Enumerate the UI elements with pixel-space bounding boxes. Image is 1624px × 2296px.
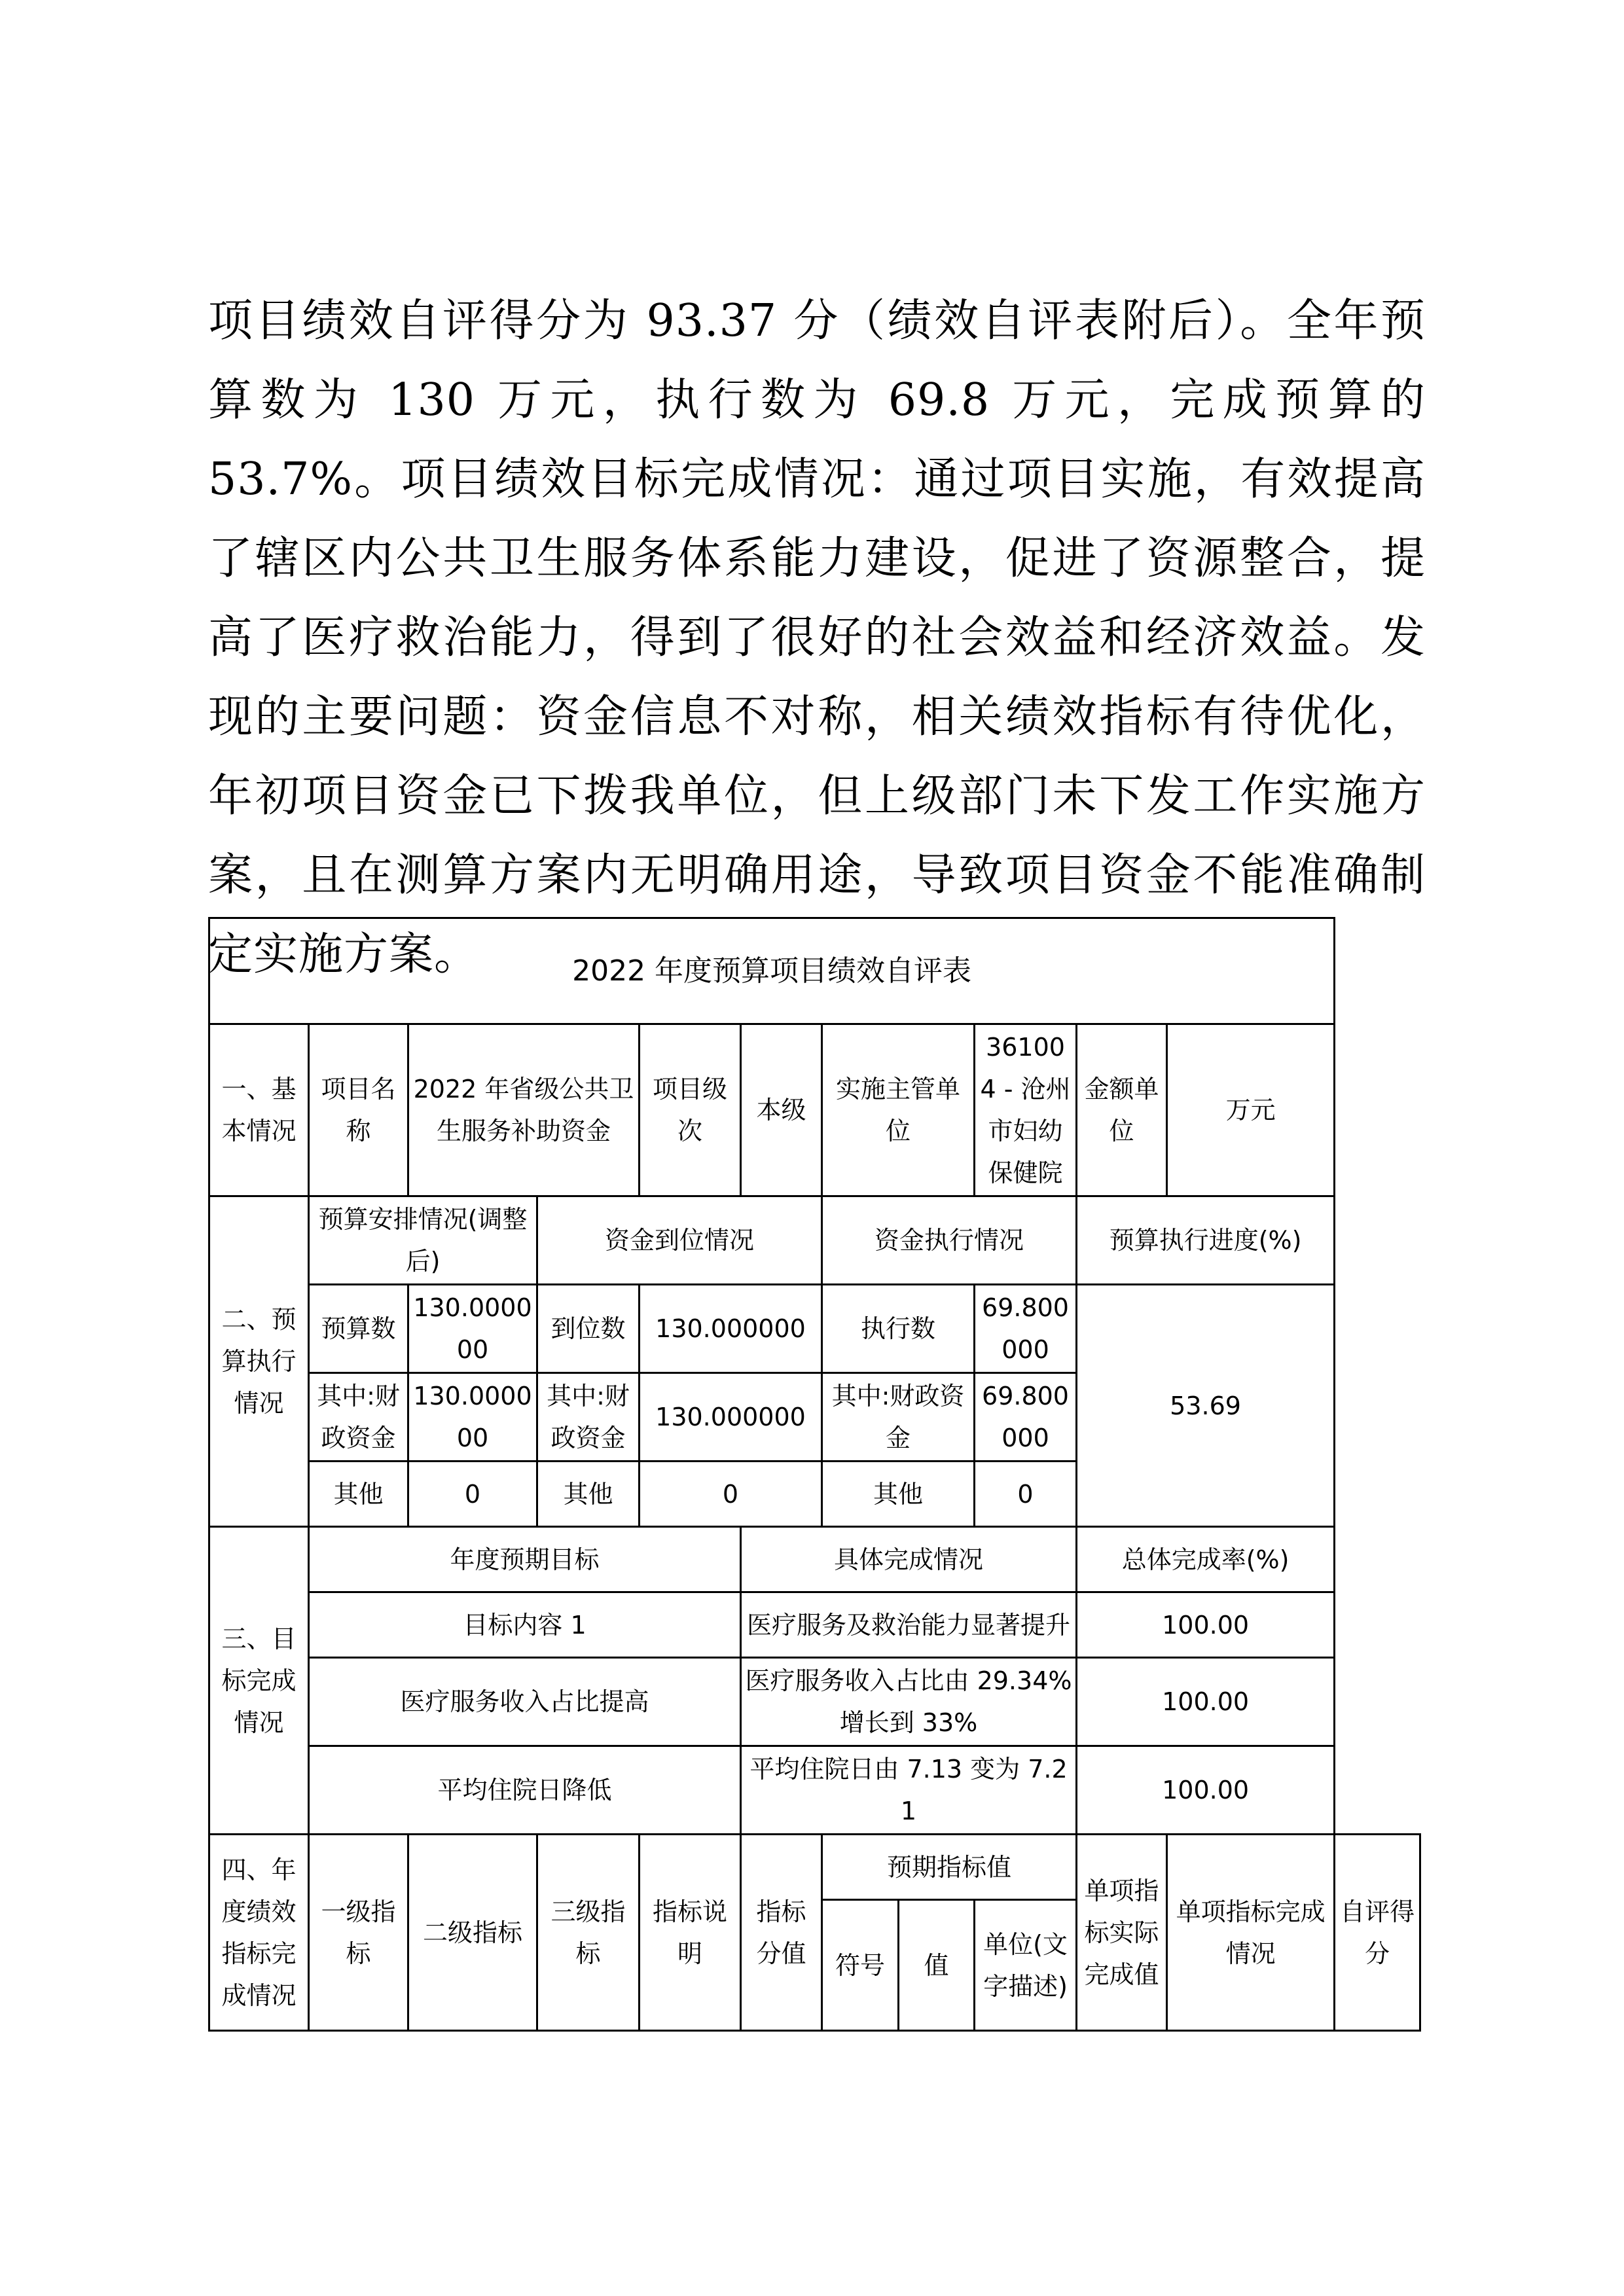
arrival-other-label: 其他 bbox=[537, 1462, 640, 1527]
arrival-other-value: 0 bbox=[640, 1462, 822, 1527]
intro-paragraph: 项目绩效自评得分为 93.37 分（绩效自评表附后）。全年预算数为 130 万元，执行数为 69.8 万元，完成预算的 53.7%。项目绩效目标完成情况：通过项目实施，有效提高了辖区内公共卫生服务体系能力建设，促进了资源整合，提高了医疗救治能力，得到了很好的社会效益和经济效益。发现的主要问题：资金信息不对称，相关绩效指标有待优化，年初项目资金已下拨我单位，但上级部门未下发工作实施方案，且在测算方案内无明确用途，导致项目资金不能准确制定实施方案。 bbox=[208, 295, 1426, 980]
dept-label: 实施主管单位 bbox=[822, 1024, 975, 1196]
overall-rate-header: 总体完成率(%) bbox=[1077, 1527, 1335, 1592]
project-level-label: 项目级次 bbox=[640, 1024, 741, 1196]
budget-progress-value: 53.69 bbox=[1077, 1285, 1335, 1527]
budget-fiscal-label: 其中:财政资金 bbox=[309, 1373, 408, 1462]
section-basic-label: 一、基本情况 bbox=[209, 1024, 309, 1196]
execution-other-label: 其他 bbox=[822, 1462, 975, 1527]
level3-indicator-header: 三级指标 bbox=[537, 1835, 640, 2031]
actual-value-header: 单项指标实际完成值 bbox=[1077, 1835, 1167, 2031]
indicator-status-header: 单项指标完成情况 bbox=[1167, 1835, 1335, 2031]
completion-detail-header: 具体完成情况 bbox=[741, 1527, 1077, 1592]
completion-rate: 100.00 bbox=[1077, 1658, 1335, 1746]
value-header: 值 bbox=[899, 1900, 975, 2031]
execution-fiscal-value: 69.800000 bbox=[975, 1373, 1077, 1462]
arrival-fiscal-label: 其中:财政资金 bbox=[537, 1373, 640, 1462]
project-name-value: 2022 年省级公共卫生服务补助资金 bbox=[408, 1024, 640, 1196]
budget-arrangement-header: 预算安排情况(调整后) bbox=[309, 1196, 537, 1285]
budget-amount-label: 预算数 bbox=[309, 1285, 408, 1373]
symbol-header: 符号 bbox=[822, 1900, 899, 2031]
completion-detail: 医疗服务收入占比由 29.34%增长到 33% bbox=[741, 1658, 1077, 1746]
dept-value: 361004 - 沧州市妇幼保健院 bbox=[975, 1024, 1077, 1196]
performance-evaluation-table bbox=[208, 917, 1421, 2032]
budget-fiscal-value: 130.000000 bbox=[408, 1373, 537, 1462]
level1-indicator-header: 一级指标 bbox=[309, 1835, 408, 2031]
arrival-fiscal-value: 130.000000 bbox=[640, 1373, 822, 1462]
execution-fiscal-label: 其中:财政资金 bbox=[822, 1373, 975, 1462]
section-indicators-label: 四、年度绩效指标完成情况 bbox=[209, 1835, 309, 2031]
goal-text: 医疗服务收入占比提高 bbox=[309, 1658, 741, 1746]
execution-amount-value: 69.800000 bbox=[975, 1285, 1077, 1373]
budget-progress-header: 预算执行进度(%) bbox=[1077, 1196, 1335, 1285]
goal-text: 目标内容 1 bbox=[309, 1592, 741, 1658]
budget-amount-value: 130.000000 bbox=[408, 1285, 537, 1373]
goal-text: 平均住院日降低 bbox=[309, 1746, 741, 1835]
amount-unit-label: 金额单位 bbox=[1077, 1024, 1167, 1196]
project-name-label: 项目名称 bbox=[309, 1024, 408, 1196]
fund-arrival-header: 资金到位情况 bbox=[537, 1196, 822, 1285]
execution-other-value: 0 bbox=[975, 1462, 1077, 1527]
completion-detail: 医疗服务及救治能力显著提升 bbox=[741, 1592, 1077, 1658]
indicator-score-header: 指标分值 bbox=[741, 1835, 822, 2031]
level2-indicator-header: 二级指标 bbox=[408, 1835, 537, 2031]
execution-amount-label: 执行数 bbox=[822, 1285, 975, 1373]
budget-other-value: 0 bbox=[408, 1462, 537, 1527]
arrival-amount-value: 130.000000 bbox=[640, 1285, 822, 1373]
project-level-value: 本级 bbox=[741, 1024, 822, 1196]
completion-rate: 100.00 bbox=[1077, 1592, 1335, 1658]
section-targets-label: 三、目标完成情况 bbox=[209, 1527, 309, 1835]
completion-rate: 100.00 bbox=[1077, 1746, 1335, 1835]
table-title: 2022 年度预算项目绩效自评表 bbox=[209, 918, 1335, 1024]
budget-other-label: 其他 bbox=[309, 1462, 408, 1527]
unit-desc-header: 单位(文字描述) bbox=[975, 1900, 1077, 2031]
amount-unit-value: 万元 bbox=[1167, 1024, 1335, 1196]
annual-goal-header: 年度预期目标 bbox=[309, 1527, 741, 1592]
expected-value-header: 预期指标值 bbox=[822, 1835, 1077, 1900]
arrival-amount-label: 到位数 bbox=[537, 1285, 640, 1373]
self-score-header: 自评得分 bbox=[1335, 1835, 1420, 2031]
section-budget-label: 二、预算执行情况 bbox=[209, 1196, 309, 1527]
completion-detail: 平均住院日由 7.13 变为 7.21 bbox=[741, 1746, 1077, 1835]
indicator-desc-header: 指标说明 bbox=[640, 1835, 741, 2031]
fund-execution-header: 资金执行情况 bbox=[822, 1196, 1077, 1285]
